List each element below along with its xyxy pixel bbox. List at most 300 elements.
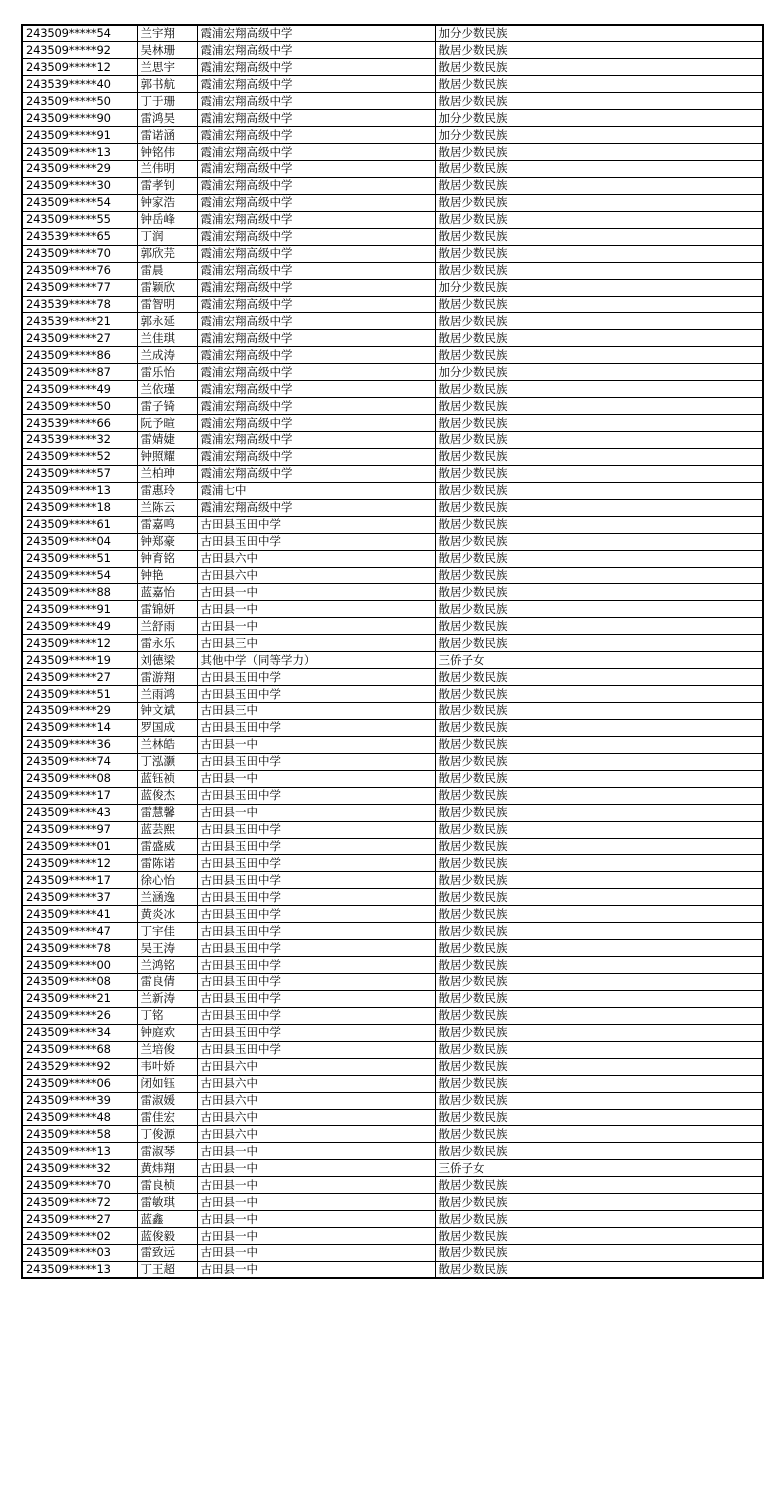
cell-candidate-id: 243539*****40 (22, 76, 137, 93)
cell-name: 兰伟明 (137, 161, 197, 178)
cell-name: 雷智明 (137, 296, 197, 313)
cell-category: 散居少数民族 (435, 194, 763, 211)
cell-name: 兰涵逸 (137, 889, 197, 906)
table-row (22, 279, 763, 296)
cell-candidate-id: 243509*****36 (22, 736, 137, 753)
cell-candidate-id: 243509*****91 (22, 127, 137, 144)
cell-school: 古田县一中 (197, 618, 435, 635)
cell-name: 丁于珊 (137, 93, 197, 110)
cell-school: 古田县六中 (197, 1058, 435, 1075)
cell-candidate-id: 243509*****50 (22, 398, 137, 415)
cell-school: 古田县玉田中学 (197, 821, 435, 838)
cell-name: 钟铭伟 (137, 144, 197, 161)
cell-name: 雷良桢 (137, 1177, 197, 1194)
cell-category: 散居少数民族 (435, 76, 763, 93)
cell-name: 雷诺涵 (137, 127, 197, 144)
table-row (22, 753, 763, 770)
cell-name: 蓝俊毅 (137, 1228, 197, 1245)
cell-school: 霞浦宏翔高级中学 (197, 194, 435, 211)
table-row (22, 1143, 763, 1160)
cell-name: 雷淑媛 (137, 1092, 197, 1109)
cell-school: 古田县玉田中学 (197, 516, 435, 533)
cell-category: 散居少数民族 (435, 906, 763, 923)
table-row (22, 296, 763, 313)
cell-candidate-id: 243509*****88 (22, 584, 137, 601)
cell-category: 散居少数民族 (435, 957, 763, 974)
table-row (22, 838, 763, 855)
cell-name: 郭永延 (137, 313, 197, 330)
cell-category: 散居少数民族 (435, 245, 763, 262)
cell-candidate-id: 243539*****32 (22, 432, 137, 449)
table-row (22, 703, 763, 720)
cell-category: 散居少数民族 (435, 211, 763, 228)
cell-school: 古田县玉田中学 (197, 923, 435, 940)
table-row (22, 855, 763, 872)
cell-name: 兰新涛 (137, 990, 197, 1007)
cell-school: 古田县玉田中学 (197, 1041, 435, 1058)
cell-category: 散居少数民族 (435, 313, 763, 330)
cell-name: 兰依瑾 (137, 381, 197, 398)
cell-category: 加分少数民族 (435, 110, 763, 127)
cell-name: 兰林皓 (137, 736, 197, 753)
cell-category: 三侨子女 (435, 652, 763, 669)
cell-candidate-id: 243509*****77 (22, 279, 137, 296)
cell-category: 散居少数民族 (435, 1143, 763, 1160)
cell-category: 加分少数民族 (435, 127, 763, 144)
cell-candidate-id: 243509*****18 (22, 499, 137, 516)
cell-candidate-id: 243509*****49 (22, 618, 137, 635)
cell-category: 散居少数民族 (435, 1261, 763, 1278)
cell-name: 丁泓灏 (137, 753, 197, 770)
cell-category: 散居少数民族 (435, 940, 763, 957)
cell-name: 丁润 (137, 228, 197, 245)
cell-name: 钟家浩 (137, 194, 197, 211)
cell-school: 古田县玉田中学 (197, 719, 435, 736)
cell-candidate-id: 243509*****51 (22, 550, 137, 567)
cell-candidate-id: 243509*****37 (22, 889, 137, 906)
cell-name: 雷锦妍 (137, 601, 197, 618)
cell-school: 古田县玉田中学 (197, 855, 435, 872)
table-row (22, 990, 763, 1007)
cell-candidate-id: 243509*****34 (22, 1024, 137, 1041)
cell-school: 霞浦宏翔高级中学 (197, 228, 435, 245)
cell-name: 郭欣芫 (137, 245, 197, 262)
cell-candidate-id: 243509*****91 (22, 601, 137, 618)
table-row (22, 1109, 763, 1126)
cell-name: 徐心怡 (137, 872, 197, 889)
cell-school: 霞浦宏翔高级中学 (197, 364, 435, 381)
table-row (22, 262, 763, 279)
table-row (22, 1194, 763, 1211)
cell-name: 钟照耀 (137, 448, 197, 465)
cell-category: 散居少数民族 (435, 550, 763, 567)
cell-name: 兰佳琪 (137, 330, 197, 347)
table-row (22, 465, 763, 482)
table-row (22, 584, 763, 601)
cell-category: 散居少数民族 (435, 1075, 763, 1092)
cell-school: 古田县六中 (197, 1109, 435, 1126)
cell-category: 散居少数民族 (435, 482, 763, 499)
table-row (22, 25, 763, 42)
cell-school: 霞浦七中 (197, 482, 435, 499)
table-row (22, 194, 763, 211)
table-row (22, 161, 763, 178)
cell-school: 古田县玉田中学 (197, 990, 435, 1007)
cell-candidate-id: 243509*****76 (22, 262, 137, 279)
cell-category: 散居少数民族 (435, 432, 763, 449)
cell-school: 霞浦宏翔高级中学 (197, 110, 435, 127)
cell-candidate-id: 243509*****54 (22, 567, 137, 584)
cell-candidate-id: 243509*****61 (22, 516, 137, 533)
cell-school: 霞浦宏翔高级中学 (197, 93, 435, 110)
table-row (22, 1058, 763, 1075)
cell-school: 霞浦宏翔高级中学 (197, 59, 435, 76)
cell-candidate-id: 243509*****74 (22, 753, 137, 770)
cell-category: 散居少数民族 (435, 296, 763, 313)
cell-school: 古田县一中 (197, 584, 435, 601)
cell-school: 霞浦宏翔高级中学 (197, 347, 435, 364)
cell-name: 雷颖欣 (137, 279, 197, 296)
cell-candidate-id: 243509*****29 (22, 703, 137, 720)
cell-category: 散居少数民族 (435, 415, 763, 432)
cell-name: 兰鸿铭 (137, 957, 197, 974)
table-row (22, 1160, 763, 1177)
cell-name: 兰培俊 (137, 1041, 197, 1058)
table-row (22, 1024, 763, 1041)
cell-candidate-id: 243509*****29 (22, 161, 137, 178)
cell-school: 霞浦宏翔高级中学 (197, 381, 435, 398)
table-row (22, 1007, 763, 1024)
table-row (22, 245, 763, 262)
cell-candidate-id: 243509*****68 (22, 1041, 137, 1058)
cell-candidate-id: 243509*****27 (22, 669, 137, 686)
cell-school: 古田县玉田中学 (197, 838, 435, 855)
cell-name: 雷永乐 (137, 635, 197, 652)
cell-candidate-id: 243509*****47 (22, 923, 137, 940)
table-row (22, 1041, 763, 1058)
cell-school: 古田县玉田中学 (197, 957, 435, 974)
cell-category: 散居少数民族 (435, 381, 763, 398)
cell-school: 霞浦宏翔高级中学 (197, 330, 435, 347)
cell-candidate-id: 243509*****97 (22, 821, 137, 838)
cell-candidate-id: 243539*****66 (22, 415, 137, 432)
cell-name: 丁俊源 (137, 1126, 197, 1143)
table-row (22, 381, 763, 398)
cell-name: 雷游翔 (137, 669, 197, 686)
cell-name: 阮予暄 (137, 415, 197, 432)
cell-candidate-id: 243509*****12 (22, 855, 137, 872)
cell-candidate-id: 243509*****70 (22, 1177, 137, 1194)
table-row (22, 364, 763, 381)
cell-category: 散居少数民族 (435, 465, 763, 482)
cell-category: 散居少数民族 (435, 144, 763, 161)
cell-category: 散居少数民族 (435, 703, 763, 720)
cell-school: 古田县玉田中学 (197, 889, 435, 906)
cell-school: 古田县一中 (197, 1143, 435, 1160)
cell-candidate-id: 243509*****01 (22, 838, 137, 855)
cell-school: 霞浦宏翔高级中学 (197, 296, 435, 313)
table-row (22, 144, 763, 161)
cell-candidate-id: 243509*****04 (22, 533, 137, 550)
cell-school: 霞浦宏翔高级中学 (197, 313, 435, 330)
cell-name: 丁王超 (137, 1261, 197, 1278)
cell-school: 古田县玉田中学 (197, 669, 435, 686)
cell-category: 散居少数民族 (435, 974, 763, 991)
cell-name: 蓝钰祯 (137, 770, 197, 787)
table-row (22, 1245, 763, 1262)
cell-school: 古田县一中 (197, 1245, 435, 1262)
cell-school: 古田县一中 (197, 1211, 435, 1228)
cell-category: 散居少数民族 (435, 889, 763, 906)
cell-category: 散居少数民族 (435, 838, 763, 855)
cell-category: 散居少数民族 (435, 1041, 763, 1058)
cell-name: 黄炜翔 (137, 1160, 197, 1177)
cell-candidate-id: 243509*****78 (22, 940, 137, 957)
cell-candidate-id: 243509*****26 (22, 1007, 137, 1024)
cell-candidate-id: 243509*****57 (22, 465, 137, 482)
cell-name: 钟艳 (137, 567, 197, 584)
cell-candidate-id: 243509*****90 (22, 110, 137, 127)
cell-school: 古田县一中 (197, 601, 435, 618)
table-row (22, 821, 763, 838)
cell-name: 钟文斌 (137, 703, 197, 720)
cell-category: 散居少数民族 (435, 736, 763, 753)
cell-name: 兰宇翔 (137, 25, 197, 42)
cell-school: 古田县三中 (197, 703, 435, 720)
cell-candidate-id: 243509*****49 (22, 381, 137, 398)
cell-school: 古田县一中 (197, 1194, 435, 1211)
cell-school: 霞浦宏翔高级中学 (197, 262, 435, 279)
cell-category: 散居少数民族 (435, 787, 763, 804)
cell-category: 散居少数民族 (435, 448, 763, 465)
cell-school: 霞浦宏翔高级中学 (197, 448, 435, 465)
cell-school: 古田县六中 (197, 1092, 435, 1109)
table-row (22, 787, 763, 804)
cell-name: 雷盛威 (137, 838, 197, 855)
table-row (22, 1126, 763, 1143)
cell-name: 蓝芸熙 (137, 821, 197, 838)
cell-name: 雷敏琪 (137, 1194, 197, 1211)
cell-school: 古田县玉田中学 (197, 1024, 435, 1041)
cell-candidate-id: 243509*****48 (22, 1109, 137, 1126)
cell-category: 散居少数民族 (435, 93, 763, 110)
cell-name: 兰柏珅 (137, 465, 197, 482)
cell-name: 蓝鑫 (137, 1211, 197, 1228)
cell-school: 古田县一中 (197, 1228, 435, 1245)
cell-category: 散居少数民族 (435, 804, 763, 821)
cell-category: 散居少数民族 (435, 398, 763, 415)
table-row (22, 415, 763, 432)
cell-name: 雷佳宏 (137, 1109, 197, 1126)
cell-school: 古田县玉田中学 (197, 872, 435, 889)
cell-candidate-id: 243509*****13 (22, 144, 137, 161)
table-row (22, 533, 763, 550)
cell-name: 雷婧婕 (137, 432, 197, 449)
cell-name: 丁宇佳 (137, 923, 197, 940)
cell-name: 丁铭 (137, 1007, 197, 1024)
cell-school: 古田县玉田中学 (197, 906, 435, 923)
table-row (22, 906, 763, 923)
table-row (22, 669, 763, 686)
cell-category: 散居少数民族 (435, 618, 763, 635)
cell-candidate-id: 243509*****70 (22, 245, 137, 262)
cell-category: 三侨子女 (435, 1160, 763, 1177)
table-row (22, 42, 763, 59)
cell-school: 霞浦宏翔高级中学 (197, 127, 435, 144)
cell-candidate-id: 243509*****43 (22, 804, 137, 821)
cell-category: 散居少数民族 (435, 1228, 763, 1245)
cell-category: 散居少数民族 (435, 161, 763, 178)
cell-category: 散居少数民族 (435, 770, 763, 787)
cell-candidate-id: 243509*****19 (22, 652, 137, 669)
cell-category: 散居少数民族 (435, 330, 763, 347)
cell-candidate-id: 243509*****39 (22, 1092, 137, 1109)
cell-school: 其他中学（同等学力） (197, 652, 435, 669)
cell-category: 散居少数民族 (435, 669, 763, 686)
cell-candidate-id: 243509*****14 (22, 719, 137, 736)
table-row (22, 211, 763, 228)
cell-candidate-id: 243509*****00 (22, 957, 137, 974)
cell-category: 散居少数民族 (435, 499, 763, 516)
cell-candidate-id: 243509*****21 (22, 990, 137, 1007)
cell-category: 加分少数民族 (435, 25, 763, 42)
cell-school: 古田县三中 (197, 635, 435, 652)
cell-category: 散居少数民族 (435, 990, 763, 1007)
table-row (22, 398, 763, 415)
cell-name: 兰成涛 (137, 347, 197, 364)
cell-school: 古田县一中 (197, 770, 435, 787)
cell-candidate-id: 243539*****78 (22, 296, 137, 313)
cell-name: 雷陈诺 (137, 855, 197, 872)
cell-category: 散居少数民族 (435, 635, 763, 652)
cell-school: 古田县一中 (197, 1160, 435, 1177)
cell-candidate-id: 243509*****54 (22, 194, 137, 211)
cell-school: 古田县一中 (197, 804, 435, 821)
cell-candidate-id: 243509*****13 (22, 1143, 137, 1160)
cell-school: 霞浦宏翔高级中学 (197, 144, 435, 161)
cell-candidate-id: 243509*****30 (22, 177, 137, 194)
cell-name: 蓝嘉怡 (137, 584, 197, 601)
cell-name: 雷乐怡 (137, 364, 197, 381)
cell-category: 散居少数民族 (435, 1194, 763, 1211)
cell-candidate-id: 243529*****92 (22, 1058, 137, 1075)
cell-name: 兰陈云 (137, 499, 197, 516)
table-row (22, 76, 763, 93)
cell-candidate-id: 243509*****92 (22, 42, 137, 59)
cell-school: 霞浦宏翔高级中学 (197, 42, 435, 59)
cell-category: 散居少数民族 (435, 42, 763, 59)
table-row (22, 601, 763, 618)
cell-category: 散居少数民族 (435, 1092, 763, 1109)
cell-school: 霞浦宏翔高级中学 (197, 76, 435, 93)
cell-name: 雷孝钊 (137, 177, 197, 194)
cell-name: 韦叶娇 (137, 1058, 197, 1075)
roster-table-body (22, 25, 763, 1278)
cell-category: 散居少数民族 (435, 584, 763, 601)
cell-school: 古田县六中 (197, 550, 435, 567)
cell-candidate-id: 243509*****58 (22, 1126, 137, 1143)
cell-school: 霞浦宏翔高级中学 (197, 465, 435, 482)
cell-category: 散居少数民族 (435, 533, 763, 550)
cell-name: 雷致远 (137, 1245, 197, 1262)
cell-candidate-id: 243509*****08 (22, 770, 137, 787)
cell-name: 雷子锜 (137, 398, 197, 415)
cell-candidate-id: 243509*****08 (22, 974, 137, 991)
table-row (22, 59, 763, 76)
cell-candidate-id: 243509*****86 (22, 347, 137, 364)
cell-category: 散居少数民族 (435, 1245, 763, 1262)
table-row (22, 635, 763, 652)
cell-category: 散居少数民族 (435, 59, 763, 76)
table-row (22, 872, 763, 889)
cell-category: 散居少数民族 (435, 601, 763, 618)
cell-name: 黄炎冰 (137, 906, 197, 923)
cell-school: 古田县一中 (197, 736, 435, 753)
cell-candidate-id: 243509*****12 (22, 635, 137, 652)
cell-name: 闭如钰 (137, 1075, 197, 1092)
table-row (22, 330, 763, 347)
cell-school: 古田县一中 (197, 1177, 435, 1194)
table-row (22, 1075, 763, 1092)
table-row (22, 889, 763, 906)
cell-category: 散居少数民族 (435, 753, 763, 770)
cell-candidate-id: 243509*****54 (22, 25, 137, 42)
cell-candidate-id: 243509*****13 (22, 482, 137, 499)
table-row (22, 957, 763, 974)
cell-school: 霞浦宏翔高级中学 (197, 245, 435, 262)
cell-category: 散居少数民族 (435, 1109, 763, 1126)
cell-school: 古田县玉田中学 (197, 940, 435, 957)
cell-category: 散居少数民族 (435, 228, 763, 245)
cell-category: 散居少数民族 (435, 855, 763, 872)
cell-category: 加分少数民族 (435, 364, 763, 381)
table-row (22, 313, 763, 330)
cell-school: 古田县玉田中学 (197, 753, 435, 770)
cell-name: 兰雨鸿 (137, 686, 197, 703)
table-row (22, 110, 763, 127)
cell-school: 霞浦宏翔高级中学 (197, 499, 435, 516)
table-row (22, 482, 763, 499)
candidate-roster-table (21, 24, 764, 1279)
cell-category: 散居少数民族 (435, 821, 763, 838)
cell-category: 散居少数民族 (435, 1211, 763, 1228)
table-row (22, 177, 763, 194)
table-row (22, 127, 763, 144)
cell-category: 散居少数民族 (435, 719, 763, 736)
cell-category: 散居少数民族 (435, 567, 763, 584)
cell-candidate-id: 243509*****12 (22, 59, 137, 76)
cell-name: 罗国成 (137, 719, 197, 736)
cell-category: 散居少数民族 (435, 1024, 763, 1041)
cell-candidate-id: 243509*****27 (22, 1211, 137, 1228)
table-row (22, 618, 763, 635)
table-row (22, 770, 763, 787)
cell-candidate-id: 243509*****03 (22, 1245, 137, 1262)
cell-name: 钟郑豪 (137, 533, 197, 550)
cell-school: 古田县玉田中学 (197, 686, 435, 703)
cell-name: 刘德梁 (137, 652, 197, 669)
cell-name: 雷嘉鸣 (137, 516, 197, 533)
cell-name: 蓝俊杰 (137, 787, 197, 804)
cell-candidate-id: 243509*****41 (22, 906, 137, 923)
cell-candidate-id: 243509*****02 (22, 1228, 137, 1245)
cell-category: 散居少数民族 (435, 1126, 763, 1143)
cell-school: 霞浦宏翔高级中学 (197, 432, 435, 449)
cell-school: 霞浦宏翔高级中学 (197, 25, 435, 42)
cell-school: 古田县六中 (197, 1126, 435, 1143)
cell-category: 散居少数民族 (435, 516, 763, 533)
table-row (22, 719, 763, 736)
